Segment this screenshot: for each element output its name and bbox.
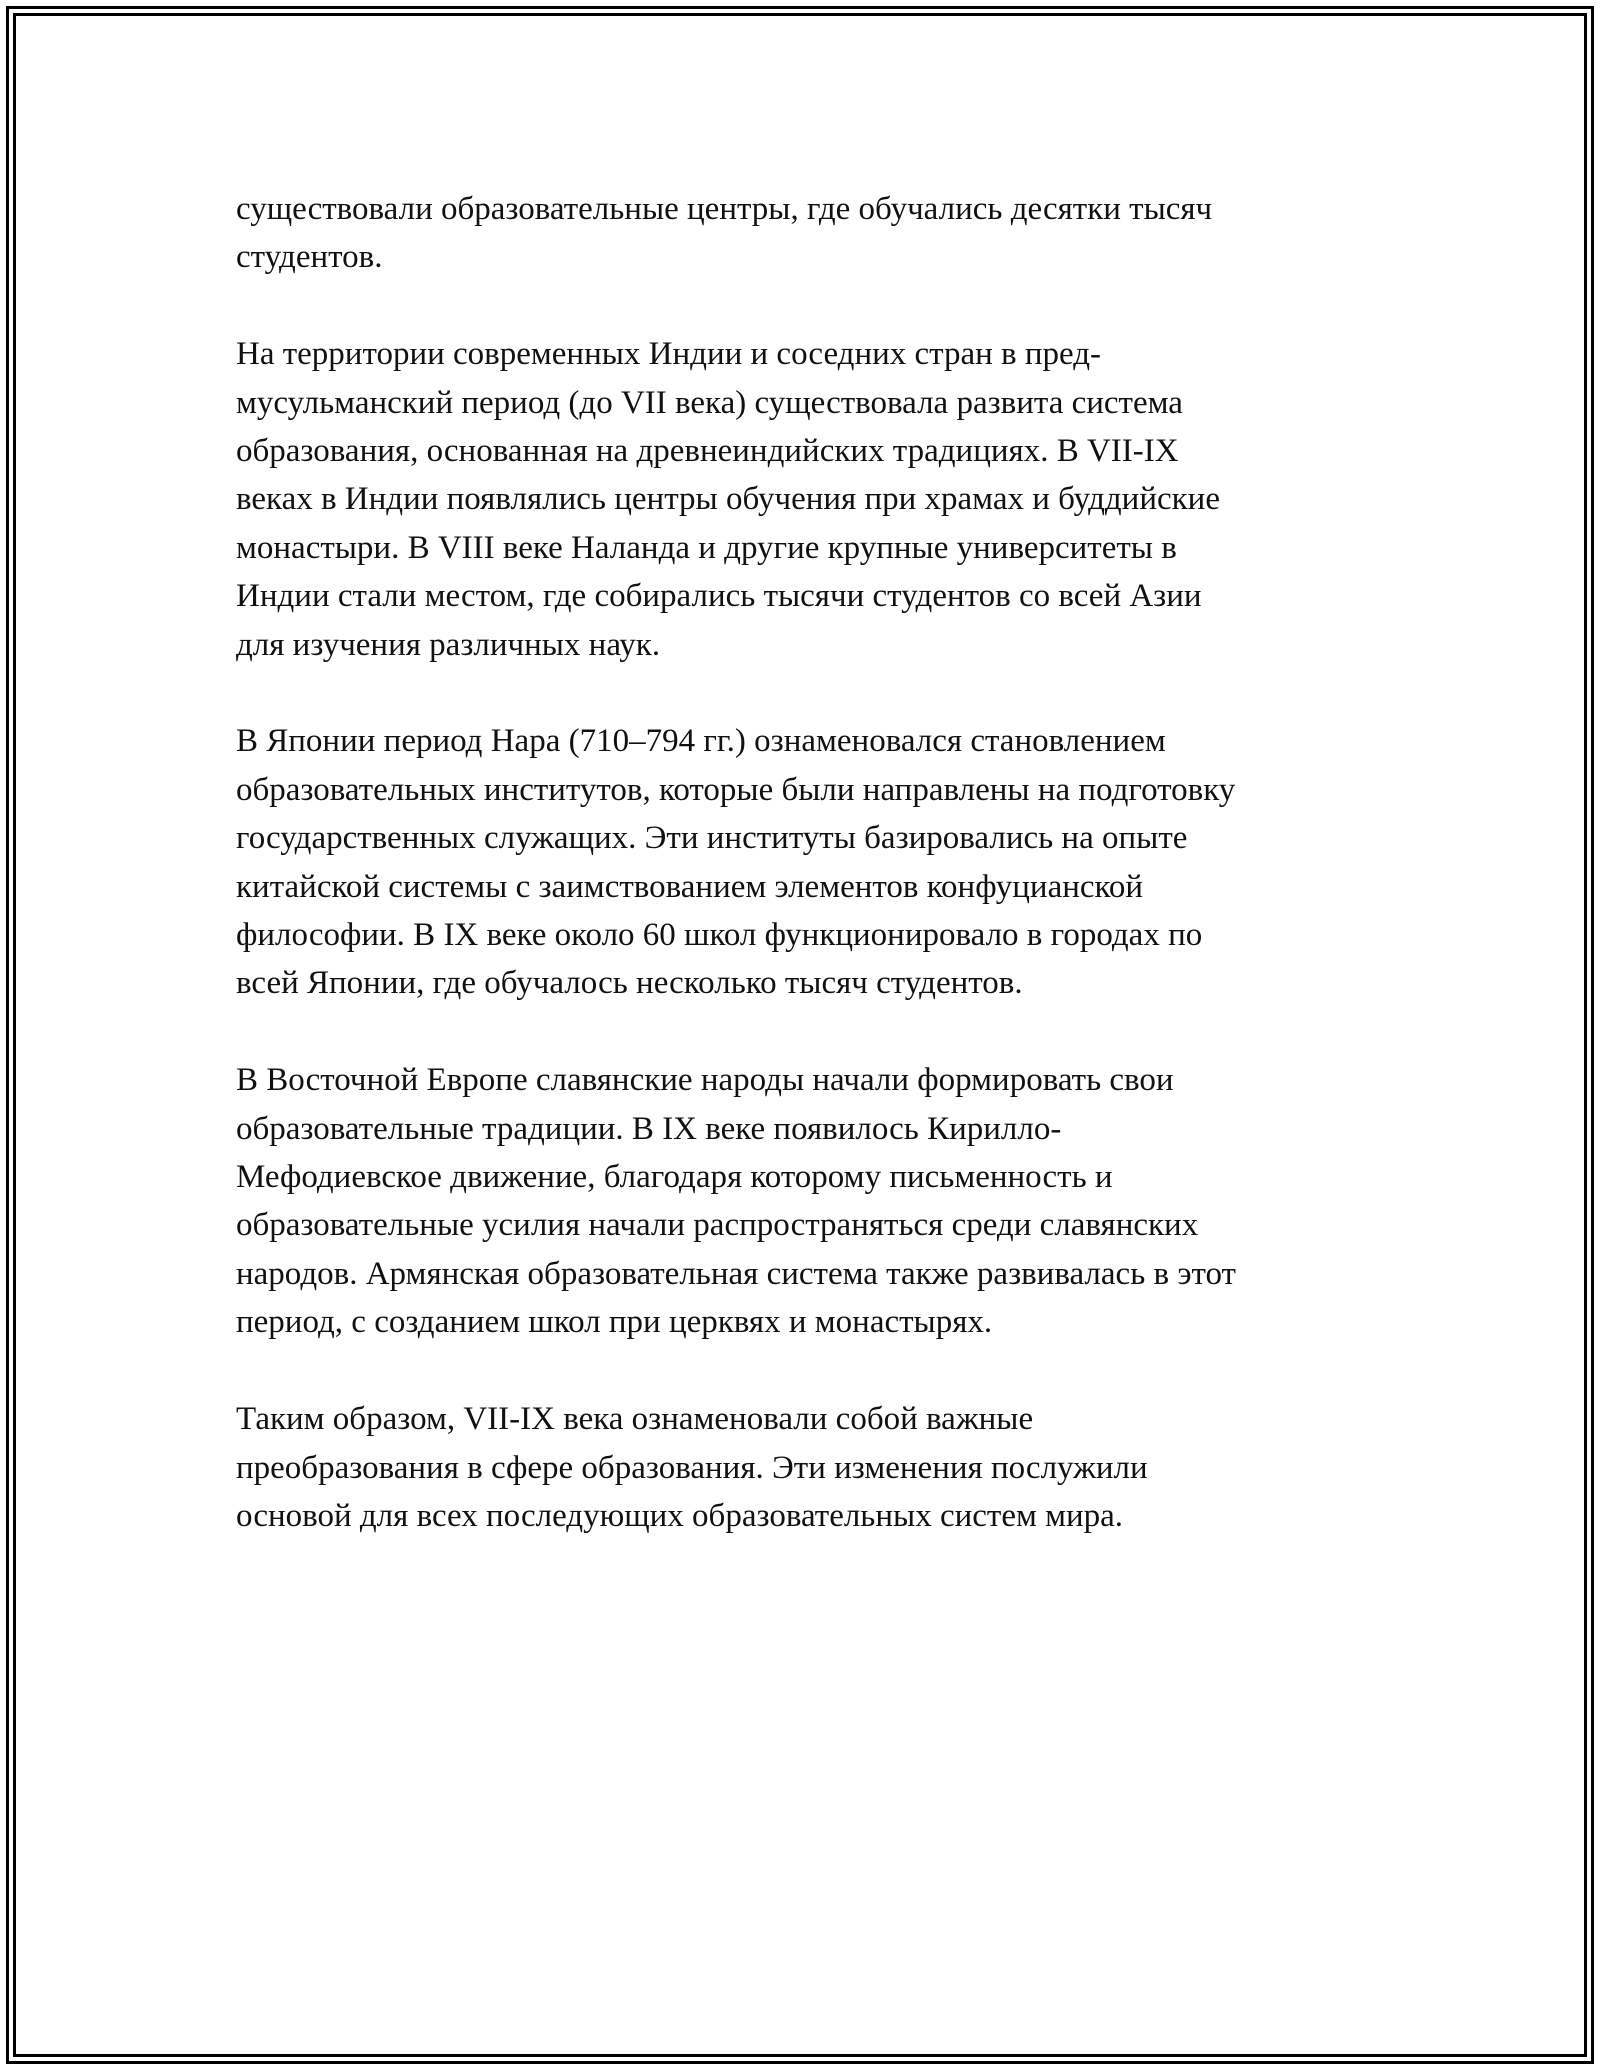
- text-line: В Японии период Нара (710–794 гг.) ознаменовался становлением: [236, 723, 1166, 760]
- text-line: основой для всех последующих образовательных систем мира.: [236, 1497, 1124, 1534]
- paragraph: [236, 185, 1386, 282]
- text-line: существовали образовательные центры, где обучались десятки тысяч: [236, 191, 1213, 227]
- text-line: На территории современных Индии и соседних стран в пред-: [236, 336, 1102, 373]
- text-line: веках в Индии появлялись центры обучения при храмах и буддийские: [236, 481, 1220, 518]
- paragraph: [236, 330, 1386, 669]
- text-line: образования, основанная на древнеиндийских традициях. В VII-IX: [236, 433, 1179, 470]
- text-line: китайской системы с заимствованием элементов конфуцианской: [236, 868, 1144, 905]
- text-line: Мефодиевское движение, благодаря которому письменность и: [236, 1159, 1113, 1196]
- document-body: [236, 185, 1386, 1589]
- text-line: В Восточной Европе славянские народы начали формировать свои: [236, 1062, 1174, 1099]
- paragraph: [236, 717, 1386, 1007]
- text-line: преобразования в сфере образования. Эти изменения послужили: [236, 1449, 1148, 1486]
- text-line: Таким образом, VII-IX века ознаменовали собой важные: [236, 1401, 1034, 1438]
- text-line: студентов.: [236, 239, 383, 276]
- text-line: образовательные усилия начали распространяться среди славянских: [236, 1207, 1199, 1244]
- text-line: для изучения различных наук.: [236, 626, 661, 663]
- text-line: период, с созданием школ при церквях и монастырях.: [236, 1304, 993, 1341]
- text-line: философии. В IX веке около 60 школ функционировало в городах по: [236, 917, 1203, 954]
- paragraph: [236, 1395, 1386, 1540]
- paragraph: [236, 1056, 1386, 1346]
- text-line: монастыри. В VIII веке Наланда и другие крупные университеты в: [236, 529, 1177, 566]
- text-line: всей Японии, где обучалось несколько тысяч студентов.: [236, 965, 1023, 1002]
- text-line: народов. Армянская образовательная система также развивалась в этот: [236, 1255, 1236, 1292]
- text-line: образовательных институтов, которые были направлены на подготовку: [236, 771, 1236, 808]
- text-line: государственных служащих. Эти институты базировались на опыте: [236, 820, 1188, 857]
- text-line: образовательные традиции. В IX веке появилось Кирилло-: [236, 1110, 1062, 1147]
- text-line: Индии стали местом, где собирались тысячи студентов со всей Азии: [236, 578, 1202, 615]
- text-line: мусульманский период (до VII века) существовала развита система: [236, 384, 1183, 421]
